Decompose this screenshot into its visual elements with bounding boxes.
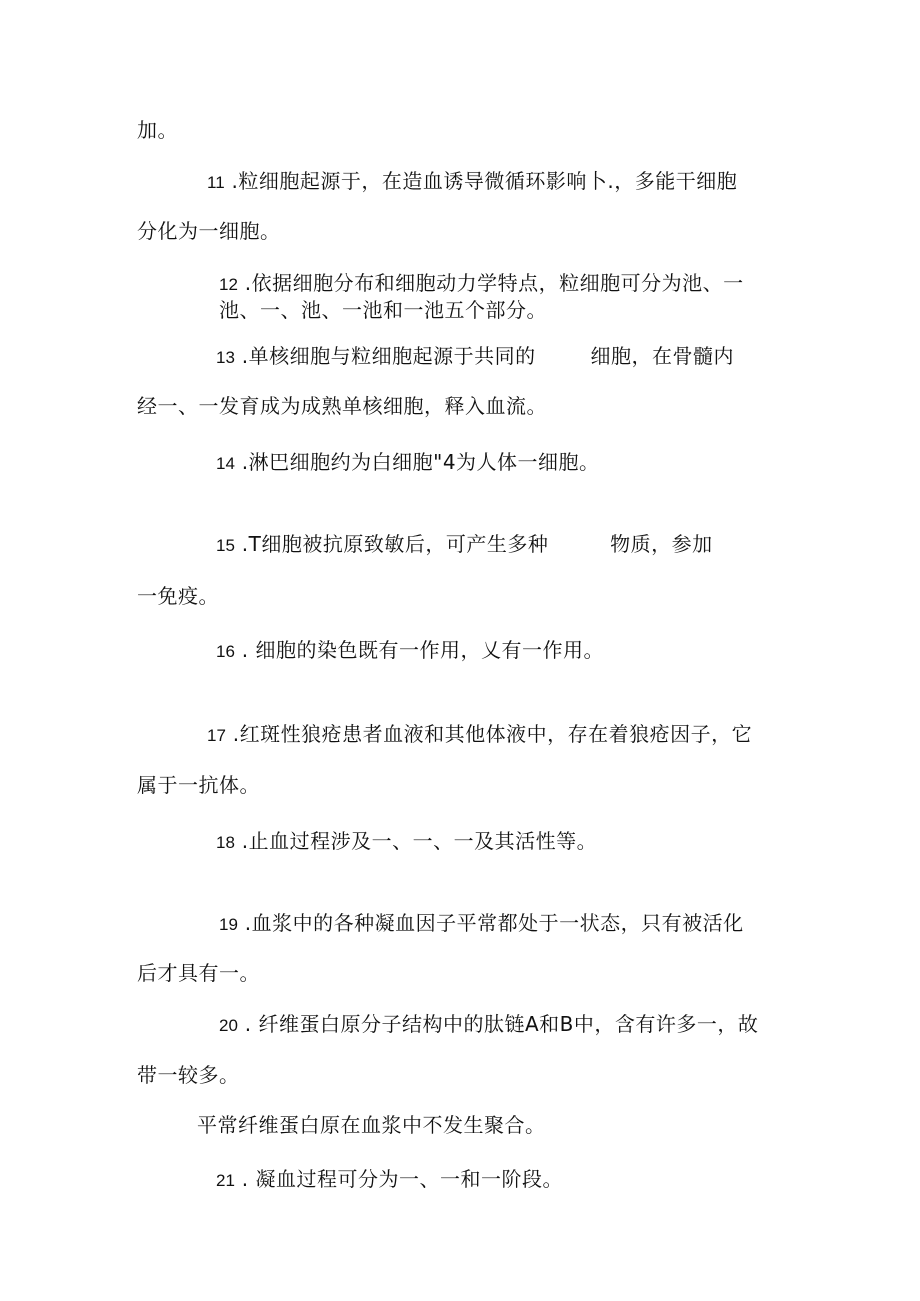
item-18: 18 .止血过程涉及一、一、一及其活性等。 [216,829,598,853]
item-17-continued: 属于一抗体。 [137,773,260,797]
item-17: 17 .红斑性狼疮患者血液和其他体液中，存在着狼疮因子，它 [207,722,753,746]
item-11: 11 .粒细胞起源于，在造血诱导微循环影响卜.，多能干细胞 [207,169,738,193]
item-11-continued: 分化为一细胞。 [137,219,281,243]
item-20-continued: 带一较多。 [137,1063,240,1087]
item-19: 19 .血浆中的各种凝血因子平常都处于一状态，只有被活化 [219,911,744,935]
text-line-1: 加。 [137,118,178,142]
item-12: 12 .依据细胞分布和细胞动力学特点，粒细胞可分为池、一 [219,271,744,295]
item-12-continued: 池、一、池、一池和一池五个部分。 [219,298,547,322]
item-16: 16 . 细胞的染色既有一作用，乂有一作用。 [216,638,604,662]
item-21: 21 . 凝血过程可分为一、一和一阶段。 [216,1167,563,1191]
item-14: 14 .淋巴细胞约为白细胞"4为人体一细胞。 [216,450,600,474]
item-19-continued: 后才具有一。 [137,961,260,985]
text-line-plain: 平常纤维蛋白原在血浆中不发生聚合。 [197,1113,546,1137]
item-15: 15 .T细胞被抗原致敏后，可产生多种 物质，参加 [216,532,713,556]
item-15-continued: 一免疫。 [137,584,219,608]
item-13-continued: 经一、一发育成为成熟单核细胞，释入血流。 [137,394,547,418]
item-20: 20 . 纤维蛋白原分子结构中的肽链A和B中，含有许多一，故 [219,1012,759,1036]
item-13: 13 .单核细胞与粒细胞起源于共同的 细胞，在骨髓内 [216,344,734,368]
